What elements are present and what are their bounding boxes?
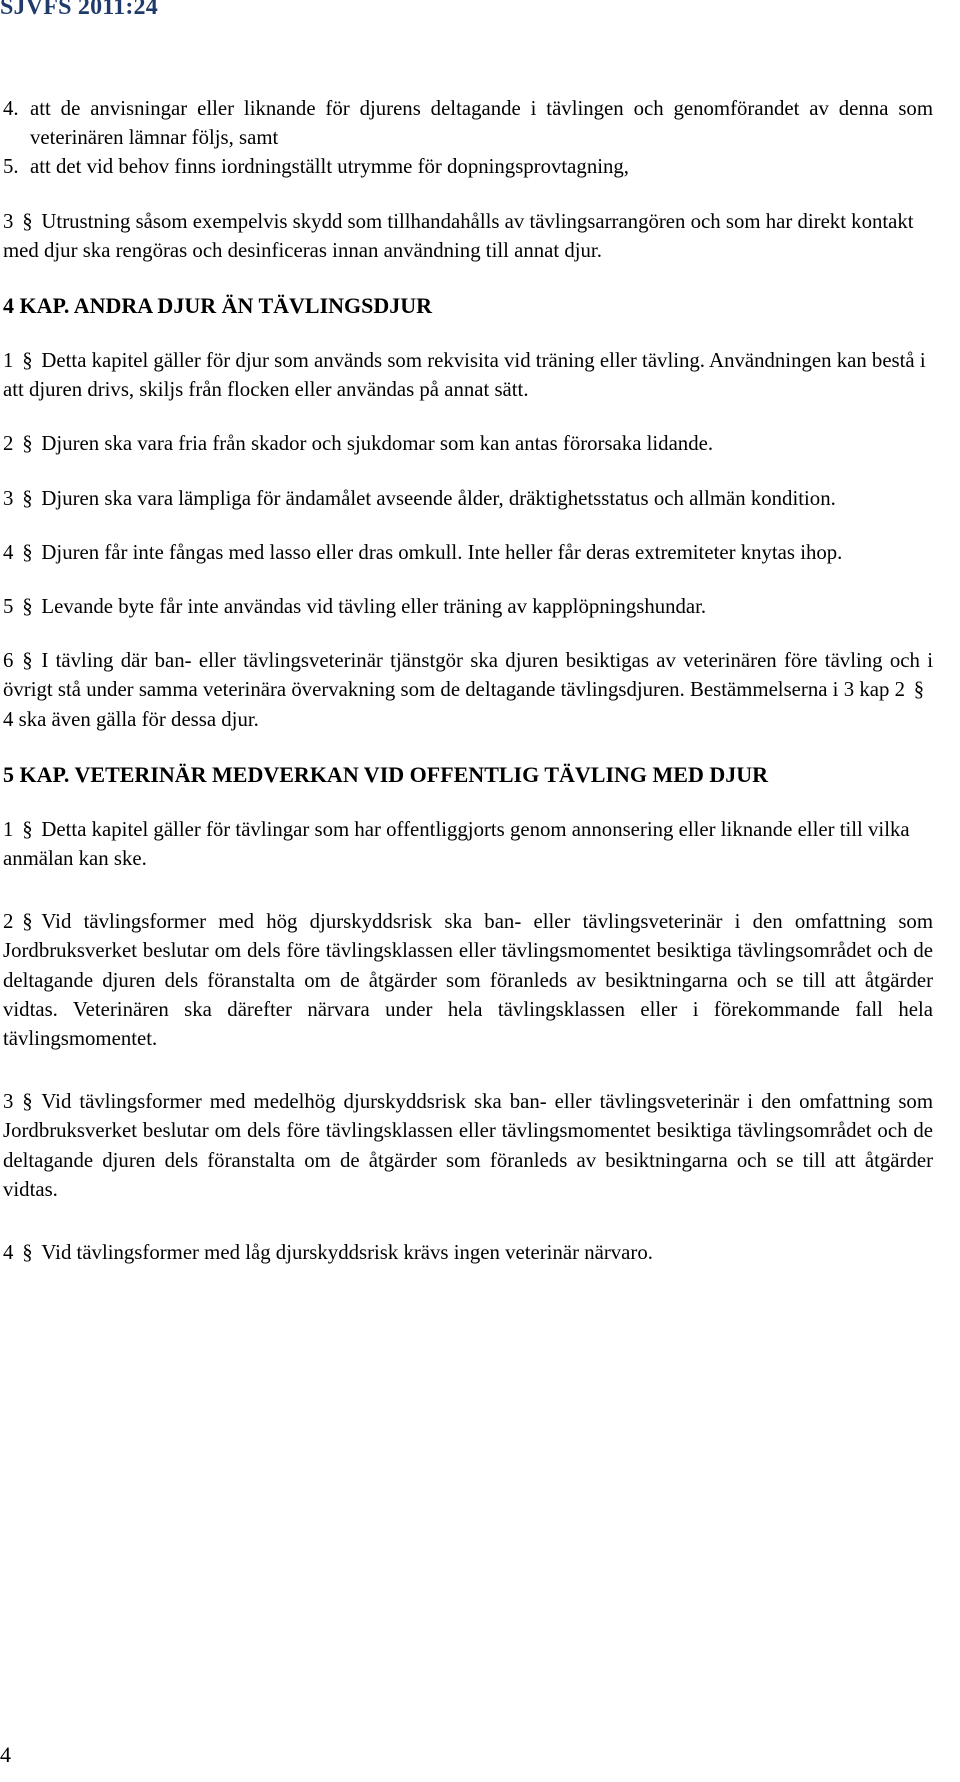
paragraph-text: Vid tävlingsformer med hög djurskyddsrisk ska ban- eller tävlingsveterinär i den omfattning som Jordbruksverket beslutar om dels före tävlingsklassen eller tävlingsmomentet besiktiga tävlingsområdet och de deltagande djuren dels föranstalta om de åtgärder som föranleds av besiktningarna och se till att åtgärder vidtas. Veterinären ska därefter närvara under hela tävlingsklassen eller i förekommande fall hela tävlingsmomentet. — [3, 910, 933, 1051]
section-symbol: § — [22, 209, 33, 233]
paragraph-text: Vid tävlingsformer med medelhög djurskyddsrisk ska ban- eller tävlingsveterinär i den omfattning som Jordbruksverket beslutar om dels före tävlingsklassen eller tävlingsmomentet besiktiga tävlingsområdet och de deltagande djuren dels föranstalta om de åtgärder som föranleds av besiktningarna och se till att åtgärder vidtas. — [3, 1090, 933, 1201]
section-symbol: § — [22, 1090, 33, 1114]
paragraph-number: 3 — [3, 1090, 14, 1114]
paragraph-text: Vid tävlingsformer med låg djurskyddsrisk krävs ingen veterinär närvaro. — [41, 1241, 653, 1265]
paragraph-text-continued: 4 ska även gälla för dessa djur. — [3, 707, 259, 731]
list-item-text: att det vid behov finns iordningställt utrymme för dopningsprovtagning, — [30, 155, 629, 179]
paragraph-number: 1 — [3, 817, 14, 841]
paragraph-ch5-3 — [3, 1087, 933, 1204]
list-item-text: att de anvisningar eller liknande för djurens deltagande i tävlingen och genomförandet av denna som veterinären lämnar följs, samt — [30, 97, 933, 150]
paragraph-text: Detta kapitel gäller för tävlingar som har offentliggjorts genom annonsering eller liknande eller till vilka anmälan kan ske. — [3, 817, 910, 871]
paragraph-text: Djuren ska vara fria från skador och sjukdomar som kan antas förorsaka lidande. — [41, 432, 714, 456]
paragraph-text: I tävling där ban- eller tävlingsveterinär tjänstgör ska djuren besiktigas av veterinären före tävling och i övrigt stå under samma veterinära övervakning som de deltagande tävlingsdjuren. Bestämmelserna i 3 kap 2 — [3, 649, 933, 702]
paragraph-number: 2 — [3, 910, 14, 934]
paragraph-ch4-6 — [3, 646, 933, 734]
section-symbol: § — [22, 540, 33, 564]
section-symbol: § — [22, 649, 33, 673]
paragraph-text: Levande byte får inte användas vid tävling eller träning av kapplöpningshundar. — [41, 595, 707, 619]
list-item — [3, 94, 933, 152]
list-item-number: 4. — [3, 97, 19, 120]
paragraph-number: 4 — [3, 1241, 14, 1265]
paragraph-ch4-5 — [3, 592, 933, 621]
section-symbol: § — [22, 486, 33, 510]
document-header: SJVFS 2011:24 — [0, 0, 158, 20]
paragraph-number: 3 — [3, 209, 14, 233]
paragraph-ch3-3 — [3, 207, 933, 265]
section-symbol: § — [22, 817, 33, 841]
paragraph-ch5-4 — [3, 1238, 933, 1267]
paragraph-ch5-1 — [3, 815, 933, 873]
paragraph-number: 1 — [3, 349, 14, 373]
paragraph-ch5-2 — [3, 907, 933, 1053]
paragraph-ch4-4 — [3, 538, 933, 567]
paragraph-ch4-3 — [3, 484, 933, 513]
chapter-4-heading: 4 KAP. ANDRA DJUR ÄN TÄVLINGSDJUR — [3, 293, 433, 319]
page-number: 4 — [0, 1742, 11, 1767]
paragraph-number: 2 — [3, 432, 14, 456]
paragraph-ch4-2 — [3, 429, 933, 458]
paragraph-number: 6 — [3, 649, 14, 673]
section-symbol: § — [22, 910, 33, 934]
paragraph-text: Djuren ska vara lämpliga för ändamålet avseende ålder, dräktighetsstatus och allmän kondition. — [41, 486, 836, 510]
paragraph-ch4-1 — [3, 346, 933, 404]
paragraph-text: Djuren får inte fångas med lasso eller dras omkull. Inte heller får deras extremiteter knytas ihop. — [41, 540, 843, 564]
chapter-5-heading: 5 KAP. VETERINÄR MEDVERKAN VID OFFENTLIG TÄVLING MED DJUR — [3, 761, 768, 787]
paragraph-number: 3 — [3, 486, 14, 510]
section-symbol: § — [22, 349, 33, 373]
section-symbol: § — [913, 678, 925, 702]
paragraph-number: 5 — [3, 595, 14, 619]
paragraph-text: Detta kapitel gäller för djur som används som rekvisita vid träning eller tävling. Användningen kan bestå i att djuren drivs, skiljs från flocken eller användas på annat sätt. — [3, 349, 926, 402]
section-symbol: § — [22, 432, 33, 456]
list-item — [3, 152, 933, 181]
list-item-number: 5. — [3, 155, 19, 179]
paragraph-text: Utrustning såsom exempelvis skydd som tillhandahålls av tävlingsarrangören och som har direkt kontakt med djur ska rengöras och desinficeras innan användning till annat djur. — [3, 209, 914, 262]
section-symbol: § — [22, 595, 33, 619]
section-symbol: § — [22, 1241, 33, 1265]
document-body — [3, 94, 933, 1267]
paragraph-number: 4 — [3, 540, 14, 564]
